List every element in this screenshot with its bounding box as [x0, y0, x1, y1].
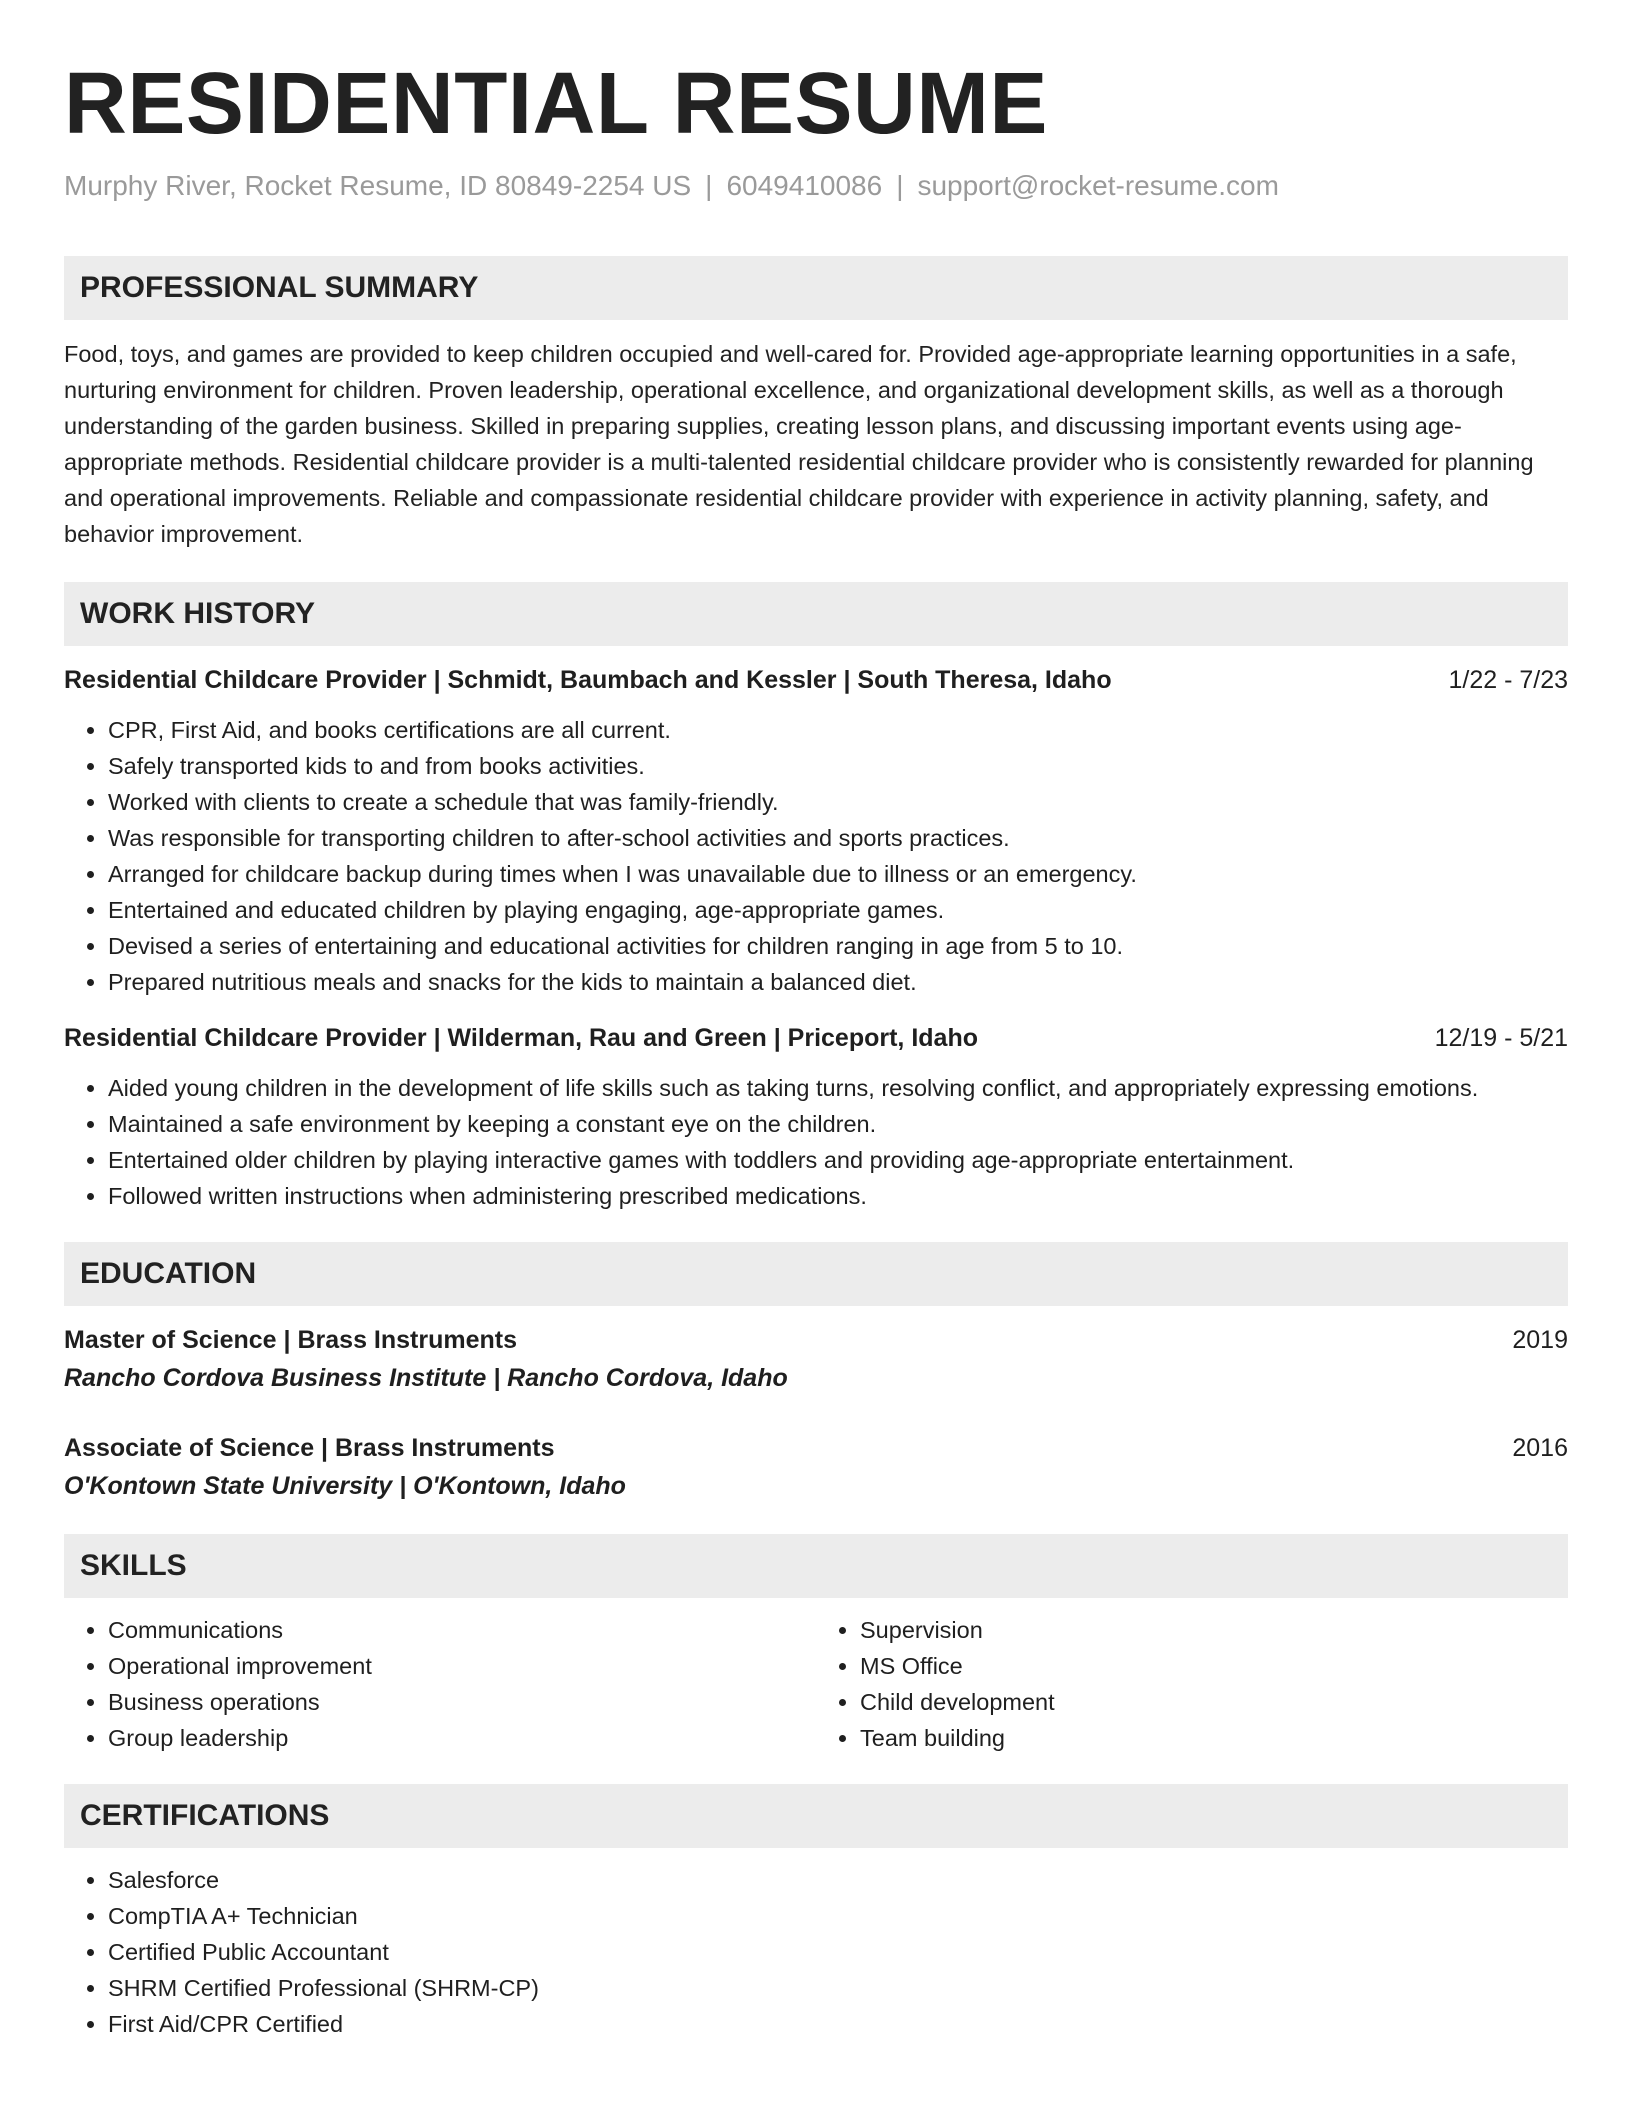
skill-item: • Team building [860, 1720, 1568, 1756]
job-title: Residential Childcare Provider | Schmidt, Baumbach and Kessler | South Theresa, Idaho [64, 666, 1112, 694]
job-bullet: • Maintained a safe environment by keeping a constant eye on the children. [108, 1106, 1568, 1142]
certification-item: • First Aid/CPR Certified [108, 2006, 1568, 2042]
contact-phone: 6049410086 [726, 170, 883, 201]
section-heading-certifications: CERTIFICATIONS [64, 1784, 1568, 1848]
job-entry [64, 662, 1568, 1000]
resume-title: RESIDENTIAL RESUME [64, 55, 1048, 152]
job-bullet: • Arranged for childcare backup during times when I was unavailable due to illness or an emergency. [108, 856, 1568, 892]
certification-item: • Certified Public Accountant [108, 1934, 1568, 1970]
skill-item: • Child development [860, 1684, 1568, 1720]
education-header [64, 1430, 1568, 1466]
skill-item: • MS Office [860, 1648, 1568, 1684]
job-bullets [64, 712, 1568, 1000]
certification-item: • SHRM Certified Professional (SHRM-CP) [108, 1970, 1568, 2006]
job-dates: 1/22 - 7/23 [1448, 666, 1568, 694]
job-bullets [64, 1070, 1568, 1214]
summary-text: Food, toys, and games are provided to keep children occupied and well-cared for. Provided age-appropriate learning opportunities in a safe, nurturing environment for children. Proven leadership, operational excellence, and organizational development skills, as well as a thorough understanding of the garden business. Skilled in preparing supplies, creating lesson plans, and discussing important events using age-appropriate methods. Residential childcare provider is a multi-talented residential childcare provider who is consistently rewarded for planning and operational improvements. Reliable and compassionate residential childcare provider with experience in activity planning, safety, and behavior improvement. [64, 341, 1534, 547]
job-bullet: • Safely transported kids to and from books activities. [108, 748, 1568, 784]
skill-item: • Operational improvement [108, 1648, 816, 1684]
skill-item: • Supervision [860, 1612, 1568, 1648]
education-school: O'Kontown State University | O'Kontown, Idaho [64, 1472, 626, 1500]
job-title: Residential Childcare Provider | Wilderman, Rau and Green | Priceport, Idaho [64, 1024, 978, 1052]
section-heading-skills: SKILLS [64, 1534, 1568, 1598]
section-heading-education: EDUCATION [64, 1242, 1568, 1306]
job-bullet: • Followed written instructions when administering prescribed medications. [108, 1178, 1568, 1214]
job-header [64, 1020, 1568, 1056]
job-bullet: • Was responsible for transporting children to after-school activities and sports practices. [108, 820, 1568, 856]
job-header [64, 662, 1568, 698]
certification-item: • Salesforce [108, 1862, 1568, 1898]
education-entry [64, 1322, 1568, 1396]
contact-address: Murphy River, Rocket Resume, ID 80849-2254 US [64, 170, 692, 201]
job-bullet: • Prepared nutritious meals and snacks for the kids to maintain a balanced diet. [108, 964, 1568, 1000]
job-dates: 12/19 - 5/21 [1434, 1024, 1568, 1052]
skills-column-left [64, 1612, 816, 1756]
skills-grid [64, 1612, 1568, 1756]
education-entry [64, 1430, 1568, 1504]
education-school: Rancho Cordova Business Institute | Rancho Cordova, Idaho [64, 1364, 788, 1392]
skill-item: • Group leadership [108, 1720, 816, 1756]
contact-separator: | [896, 170, 904, 201]
contact-line [64, 166, 1568, 206]
job-bullet: • Aided young children in the development of life skills such as taking turns, resolving conflict, and appropriately expressing emotions. [108, 1070, 1568, 1106]
skill-item: • Communications [108, 1612, 816, 1648]
job-bullet: • Worked with clients to create a schedule that was family-friendly. [108, 784, 1568, 820]
education-degree: Associate of Science | Brass Instruments [64, 1434, 555, 1462]
education-year: 2019 [1512, 1326, 1568, 1354]
job-bullet: • CPR, First Aid, and books certifications are all current. [108, 712, 1568, 748]
job-entry [64, 1020, 1568, 1214]
certifications-list [64, 1862, 1568, 2042]
section-heading-work-history: WORK HISTORY [64, 582, 1568, 646]
education-header [64, 1322, 1568, 1358]
certification-item: • CompTIA A+ Technician [108, 1898, 1568, 1934]
job-bullet: • Entertained and educated children by playing engaging, age-appropriate games. [108, 892, 1568, 928]
job-bullet: • Devised a series of entertaining and educational activities for children ranging in age from 5 to 10. [108, 928, 1568, 964]
section-heading-summary: PROFESSIONAL SUMMARY [64, 256, 1568, 320]
contact-email: support@rocket-resume.com [917, 170, 1279, 201]
skill-item: • Business operations [108, 1684, 816, 1720]
skills-column-right [816, 1612, 1568, 1756]
contact-separator: | [705, 170, 713, 201]
education-degree: Master of Science | Brass Instruments [64, 1326, 517, 1354]
job-bullet: • Entertained older children by playing interactive games with toddlers and providing age-appropriate entertainment. [108, 1142, 1568, 1178]
education-year: 2016 [1512, 1434, 1568, 1462]
